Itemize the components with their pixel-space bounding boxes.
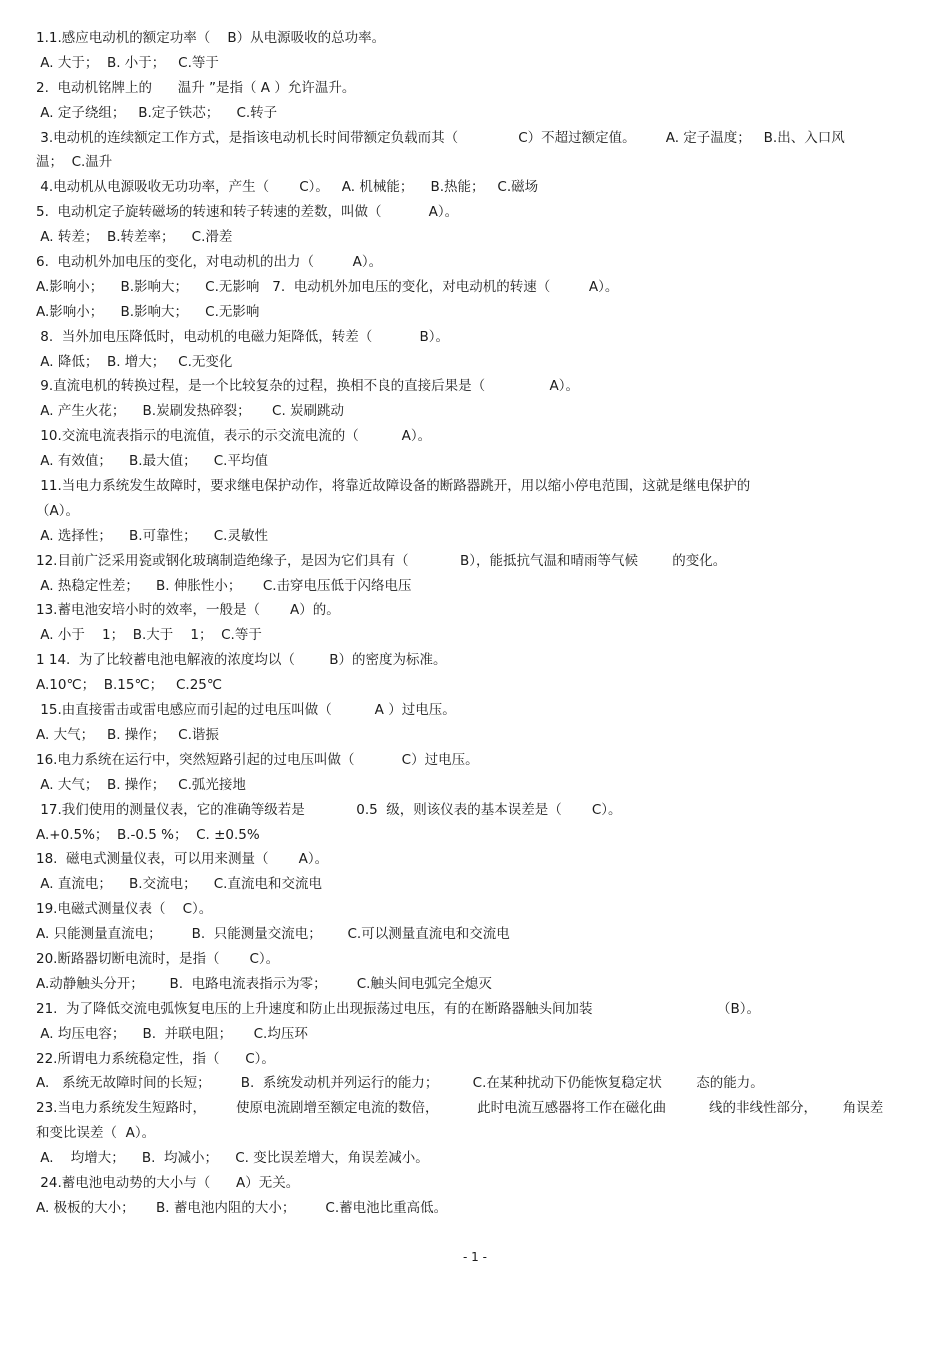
- text-line: A. 定子绕组； B.定子铁芯； C.转子: [36, 104, 278, 121]
- text-line: 20.断路器切断电流时，是指（ C）。: [36, 950, 280, 967]
- text-line: 17.我们使用的测量仪表，它的准确等级若是 0.5 级，则该仪表的基本误差是（ C）。: [36, 801, 622, 818]
- text-line: 19.电磁式测量仪表（ C）。: [36, 901, 213, 918]
- text-line: 5. 电动机定子旋转磁场的转速和转子转速的差数，叫做（ A）。: [36, 204, 459, 221]
- text-line: A. 均压电容； B. 并联电阻； C.均压环: [36, 1025, 308, 1042]
- text-line: A.影响小； B.影响大； C.无影响 7. 电动机外加电压的变化，对电动机的转速（ A）。: [36, 278, 619, 295]
- text-line: A. 降低； B. 增大； C.无变化: [36, 353, 233, 370]
- text-line: 13.蓄电池安培小时的效率，一般是（ A）的。: [36, 602, 340, 619]
- text-line: 23.当电力系统发生短路时， 使原电流剧增至额定电流的数倍， 此时电流互感器将工作在磁化曲 线的非线性部分， 角误差: [36, 1100, 884, 1117]
- text-line: A. 产生火花； B.炭刷发热碎裂； C. 炭刷跳动: [36, 403, 345, 420]
- text-line: 9.直流电机的转换过程，是一个比较复杂的过程，换相不良的直接后果是（ A）。: [36, 378, 580, 395]
- text-line: A. 有效值； B.最大值； C.平均值: [36, 453, 268, 470]
- text-line: A. 只能测量直流电； B. 只能测量交流电； C.可以测量直流电和交流电: [36, 926, 510, 943]
- text-line: A. 极板的大小； B. 蓄电池内阻的大小； C.蓄电池比重高低。: [36, 1199, 448, 1216]
- text-line: 15.由直接雷击或雷电感应而引起的过电压叫做（ A ）过电压。: [36, 702, 456, 719]
- text-line: 2. 电动机铭牌上的 温升 ”是指（ A ）允许温升。: [36, 79, 356, 96]
- text-line: A. 大气； B. 操作； C.弧光接地: [36, 776, 246, 793]
- text-line: A. 均增大； B. 均减小； C. 变比误差增大，角误差减小。: [36, 1150, 429, 1167]
- text-line: 11.当电力系统发生故障时，要求继电保护动作，将靠近故障设备的断路器跳开，用以缩小停电范围，这就是继电保护的: [36, 478, 751, 495]
- text-line: A. 选择性； B.可靠性； C.灵敏性: [36, 527, 268, 544]
- text-line: A. 直流电； B.交流电； C.直流电和交流电: [36, 876, 322, 893]
- document-body: [36, 26, 916, 1221]
- text-line: 6. 电动机外加电压的变化，对电动机的出力（ A）。: [36, 254, 383, 271]
- text-line: （A）。: [36, 502, 79, 519]
- text-line: 21. 为了降低交流电弧恢复电压的上升速度和防止出现振荡过电压，有的在断路器触头间加装 （B）。: [36, 1000, 761, 1017]
- text-line: 温； C.温升: [36, 154, 113, 171]
- text-line: 1.1.感应电动机的额定功率（ B）从电源吸收的总功率。: [36, 30, 386, 46]
- text-line: A.+0.5%； B.-0.5 %； C. ±0.5%: [36, 826, 260, 843]
- text-line: A. 大气； B. 操作； C.谐振: [36, 726, 219, 743]
- text-line: A. 热稳定性差； B. 伸胀性小； C.击穿电压低于闪络电压: [36, 577, 412, 594]
- text-line: A. 小于 1； B.大于 1； C.等于: [36, 627, 262, 644]
- text-line: 10.交流电流表指示的电流值，表示的示交流电流的（ A）。: [36, 428, 432, 445]
- text-line: A. 转差； B.转差率； C.滑差: [36, 229, 233, 246]
- text-line: 和变比误差（ A）。: [36, 1125, 156, 1142]
- page-number: - 1 -: [463, 1250, 487, 1264]
- text-line: 18. 磁电式测量仪表，可以用来测量（ A）。: [36, 851, 329, 868]
- text-line: 8. 当外加电压降低时，电动机的电磁力矩降低，转差（ B）。: [36, 328, 449, 345]
- text-line: A. 系统无故障时间的长短； B. 系统发动机并列运行的能力； C.在某种扰动下仍能恢复稳定状 态的能力。: [36, 1075, 764, 1092]
- text-line: A.动静触头分开； B. 电路电流表指示为零； C.触头间电弧完全熄灭: [36, 975, 492, 992]
- text-line: 4.电动机从电源吸收无功功率，产生（ C）。 A. 机械能； B.热能； C.磁场: [36, 179, 539, 196]
- text-line: 3.电动机的连续额定工作方式，是指该电动机长时间带额定负载而其（ C）不超过额定值。 A. 定子温度； B.出、入口风: [36, 129, 845, 146]
- text-line: A.影响小； B.影响大； C.无影响: [36, 303, 260, 320]
- text-line: 12.目前广泛采用瓷或钢化玻璃制造绝缘子，是因为它们具有（ B），能抵抗气温和晴雨等气候 的变化。: [36, 552, 727, 569]
- text-line: A. 大于； B. 小于； C.等于: [36, 54, 219, 71]
- text-line: 1 14. 为了比较蓄电池电解液的浓度均以（ B）的密度为标准。: [36, 652, 447, 669]
- text-line: 22.所谓电力系统稳定性，指（ C）。: [36, 1050, 275, 1067]
- text-line: 24.蓄电池电动势的大小与（ A）无关。: [36, 1174, 300, 1191]
- text-line: A.10℃； B.15℃； C.25℃: [36, 677, 223, 694]
- text-line: 16.电力系统在运行中，突然短路引起的过电压叫做（ C）过电压。: [36, 751, 479, 768]
